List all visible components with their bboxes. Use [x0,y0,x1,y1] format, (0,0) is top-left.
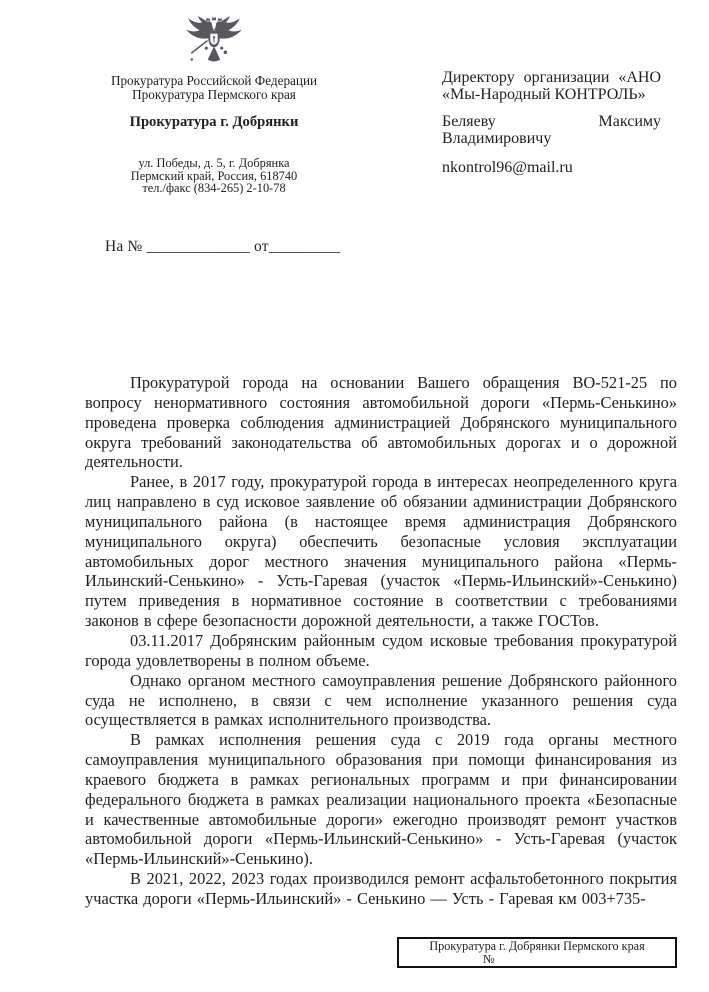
letterhead-address [85,157,343,195]
address-street: ул. Победы, д. 5, г. Добрянка [138,156,290,170]
body-paragraph: Однако органом местного самоуправления решение Добрянского районного суда не исполнено, в связи с чем исполнение указанного решения суда осуществляется в рамках исполнительного производства. [85,670,677,730]
org-name-region: Прокуратура Пермского края [132,87,296,102]
body-paragraph: Ранее, в 2017 году, прокуратурой города в интересах неопределенного круга лиц направлено в суд исковое заявление об обязании администрации Добрянского муниципального района (в настоящее время администрация Добрянского муниципального округа) обеспечить безопасные условия эксплуатации автомобильных дорог местного значения муниципального района «Пермь-Ильинский-Сенькино» - Усть-Гаревая (участок «Пермь-Ильинский»-Сенькино) путем приведения в нормативное состояние в соответствии с требованиями законов в сфере безопасности дорожной деятельности, а также ГОСТов. [85,472,677,631]
recipient-title: Директору организации «АНО «Мы-Народный КОНТРОЛЬ» [442,69,661,103]
stamp-org-name: Прокуратура г. Добрянки Пермского края [429,939,645,953]
body-paragraph: В 2021, 2022, 2023 годах производился ремонт асфальтобетонного покрытия участка дороги «Пермь-Ильинский» - Сенькино — Усть - Гаревая км 003+735- [85,869,677,908]
body-paragraph: Прокуратурой города на основании Вашего обращения ВО-521-25 по вопросу ненормативного состояния автомобильной дороги «Пермь-Сенькино» проведена проверка соблюдения администрацией Добрянского муниципального округа требований законодательства об автомобильных дорогах и о дорожной деятельности. [85,373,677,472]
recipient-email: nkontrol96@mail.ru [442,159,573,176]
registration-stamp-box [397,937,677,968]
recipient-block [442,70,661,177]
body-paragraph: 03.11.2017 Добрянским районным судом исковые требования прокуратурой города удовлетворены в полном объеме. [85,630,677,670]
address-region: Пермский край, Россия, 618740 [130,168,298,183]
phone-fax: тел./факс (834-265) 2-10-78 [142,181,286,196]
body-paragraph: В рамках исполнения решения суда с 2019 года органы местного самоуправления муниципального образования при помощи финансирования из краевого бюджета в рамках региональных программ и при финансировании федерального бюджета в рамках реализации национального проекта «Безопасные и качественные автомобильные дороги» ежегодно производят ремонт участков автомобильной дороги «Пермь-Ильинский-Сенькино» - Усть-Гаревая (участок «Пермь-Ильинский»-Сенькино). [85,730,677,869]
office-name: Прокуратура г. Добрянки [129,114,299,130]
stamp-number-label: № [483,952,495,966]
letterhead [85,16,343,195]
recipient-name: Беляеву Максиму Владимировичу [442,113,661,147]
org-name-federation: Прокуратура Российской Федерации [110,73,318,88]
letter-body [85,373,677,909]
reference-number-line: На № _____________ от_________ [105,238,341,255]
coat-of-arms-icon [182,16,246,70]
